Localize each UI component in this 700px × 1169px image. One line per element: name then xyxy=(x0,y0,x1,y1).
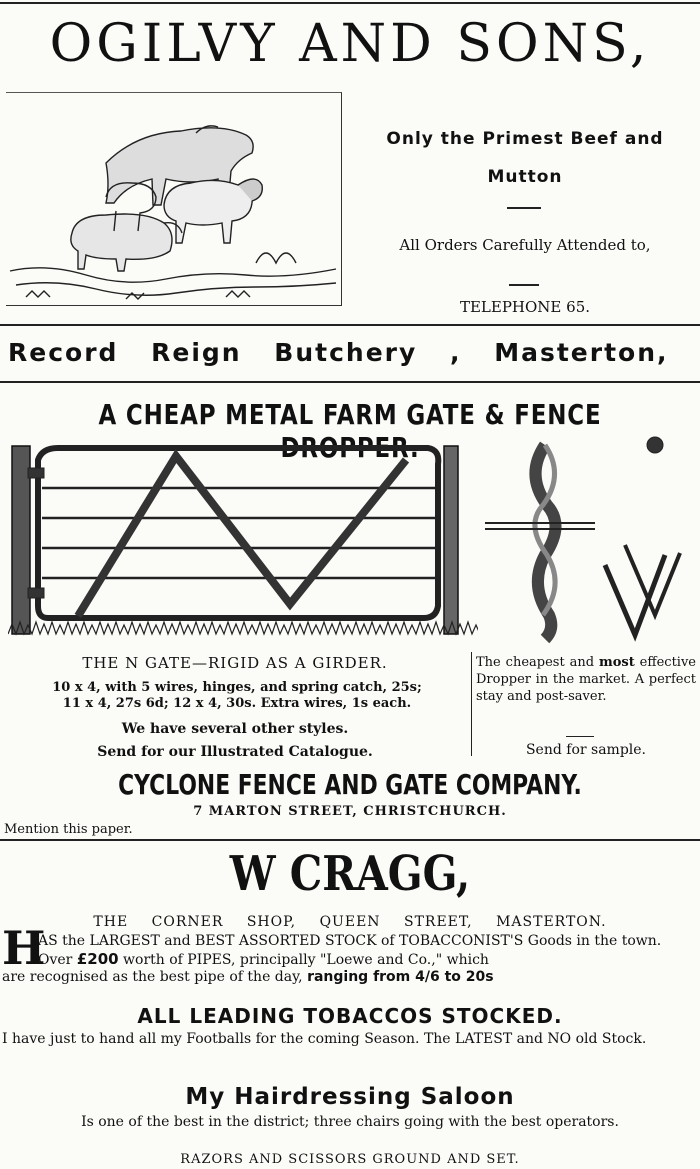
cyclone-address: 7 MARTON STREET, CHRISTCHURCH. xyxy=(193,804,507,819)
saloon-description: Is one of the best in the district; three chairs going with the best operators. xyxy=(81,1114,619,1130)
cragg-stock-paragraph-end xyxy=(2,968,696,986)
n-gate-illustration xyxy=(8,438,478,638)
livestock-illustration xyxy=(6,92,342,306)
cragg-title: W CRAGG, xyxy=(229,846,471,902)
fence-dropper-svg xyxy=(485,425,695,645)
saloon-heading: My Hairdressing Saloon xyxy=(185,1084,515,1110)
cragg-stock-paragraph xyxy=(38,932,694,969)
cyclone-headline: A CHEAP METAL FARM GATE & FENCE DROPPER. xyxy=(98,398,602,464)
gate-heading: THE N GATE—RIGID AS A GIRDER. xyxy=(82,654,388,672)
butchery-name: Record Reign Butchery , Masterton, xyxy=(8,338,669,367)
ogilvy-title: OGILVY AND SONS, xyxy=(49,14,651,74)
dropper-sample-note: Send for sample. xyxy=(525,742,647,758)
cragg-address: THE CORNER SHOP, QUEEN STREET, MASTERTON. xyxy=(93,914,607,930)
section-rule xyxy=(0,381,700,383)
para1-b: worth of PIPES, principally "Loewe and Co.," which xyxy=(118,952,489,968)
fence-dropper-illustration xyxy=(485,425,695,645)
mention-paper-note: Mention this paper. xyxy=(4,822,133,837)
para1-c: are recognised as the best pipe of the day, xyxy=(2,969,308,985)
cyclone-company-name: CYCLONE FENCE AND GATE COMPANY. xyxy=(118,768,582,801)
dropper-text-pre: The cheapest and xyxy=(476,655,599,670)
ogilvy-tagline xyxy=(350,120,700,196)
dropper-text-post: effective Dropper in the market. A perfect stay and post-saver. xyxy=(476,655,696,704)
column-divider xyxy=(471,652,472,756)
separator-dash xyxy=(509,284,539,286)
footballs-paragraph: I have just to hand all my Footballs for the coming Season. The LATEST and NO old Stock. xyxy=(2,1031,647,1047)
para1-a: AS the LARGEST and BEST ASSORTED STOCK of TOBACCONIST'S Goods in the town. Over xyxy=(38,933,662,968)
gate-catalogue-note: Send for our Illustrated Catalogue. xyxy=(97,744,373,760)
razors-note: RAZORS AND SCISSORS GROUND AND SET. xyxy=(180,1152,520,1167)
ogilvy-orders: All Orders Carefully Attended to, xyxy=(399,236,651,254)
gate-pricing-line-1: 10 x 4, with 5 wires, hinges, and spring catch, 25s; xyxy=(52,680,422,695)
tagline-line-1: Only the Primest Beef and xyxy=(386,129,664,149)
gate-pricing-line-2: 11 x 4, 27s 6d; 12 x 4, 30s. Extra wires, 1s each. xyxy=(62,696,412,711)
ogilvy-telephone: TELEPHONE 65. xyxy=(459,298,591,316)
gate-pricing xyxy=(4,680,470,712)
gate-styles-note: We have several other styles. xyxy=(121,721,349,737)
separator-dash xyxy=(566,736,594,737)
dropper-description xyxy=(476,654,696,705)
para1-range: ranging from 4/6 to 20s xyxy=(307,969,494,985)
livestock-illustration-svg xyxy=(6,93,342,307)
separator-dash xyxy=(507,207,541,209)
section-rule xyxy=(0,324,700,326)
tobaccos-heading: ALL LEADING TOBACCOS STOCKED. xyxy=(137,1004,563,1028)
top-rule xyxy=(0,2,700,4)
n-gate-svg xyxy=(8,438,478,638)
tagline-line-2: Mutton xyxy=(487,167,563,187)
section-rule xyxy=(0,839,700,841)
dropper-text-bold: most xyxy=(598,655,635,670)
para1-amount: £200 xyxy=(76,950,119,968)
drop-cap: H xyxy=(2,921,46,975)
